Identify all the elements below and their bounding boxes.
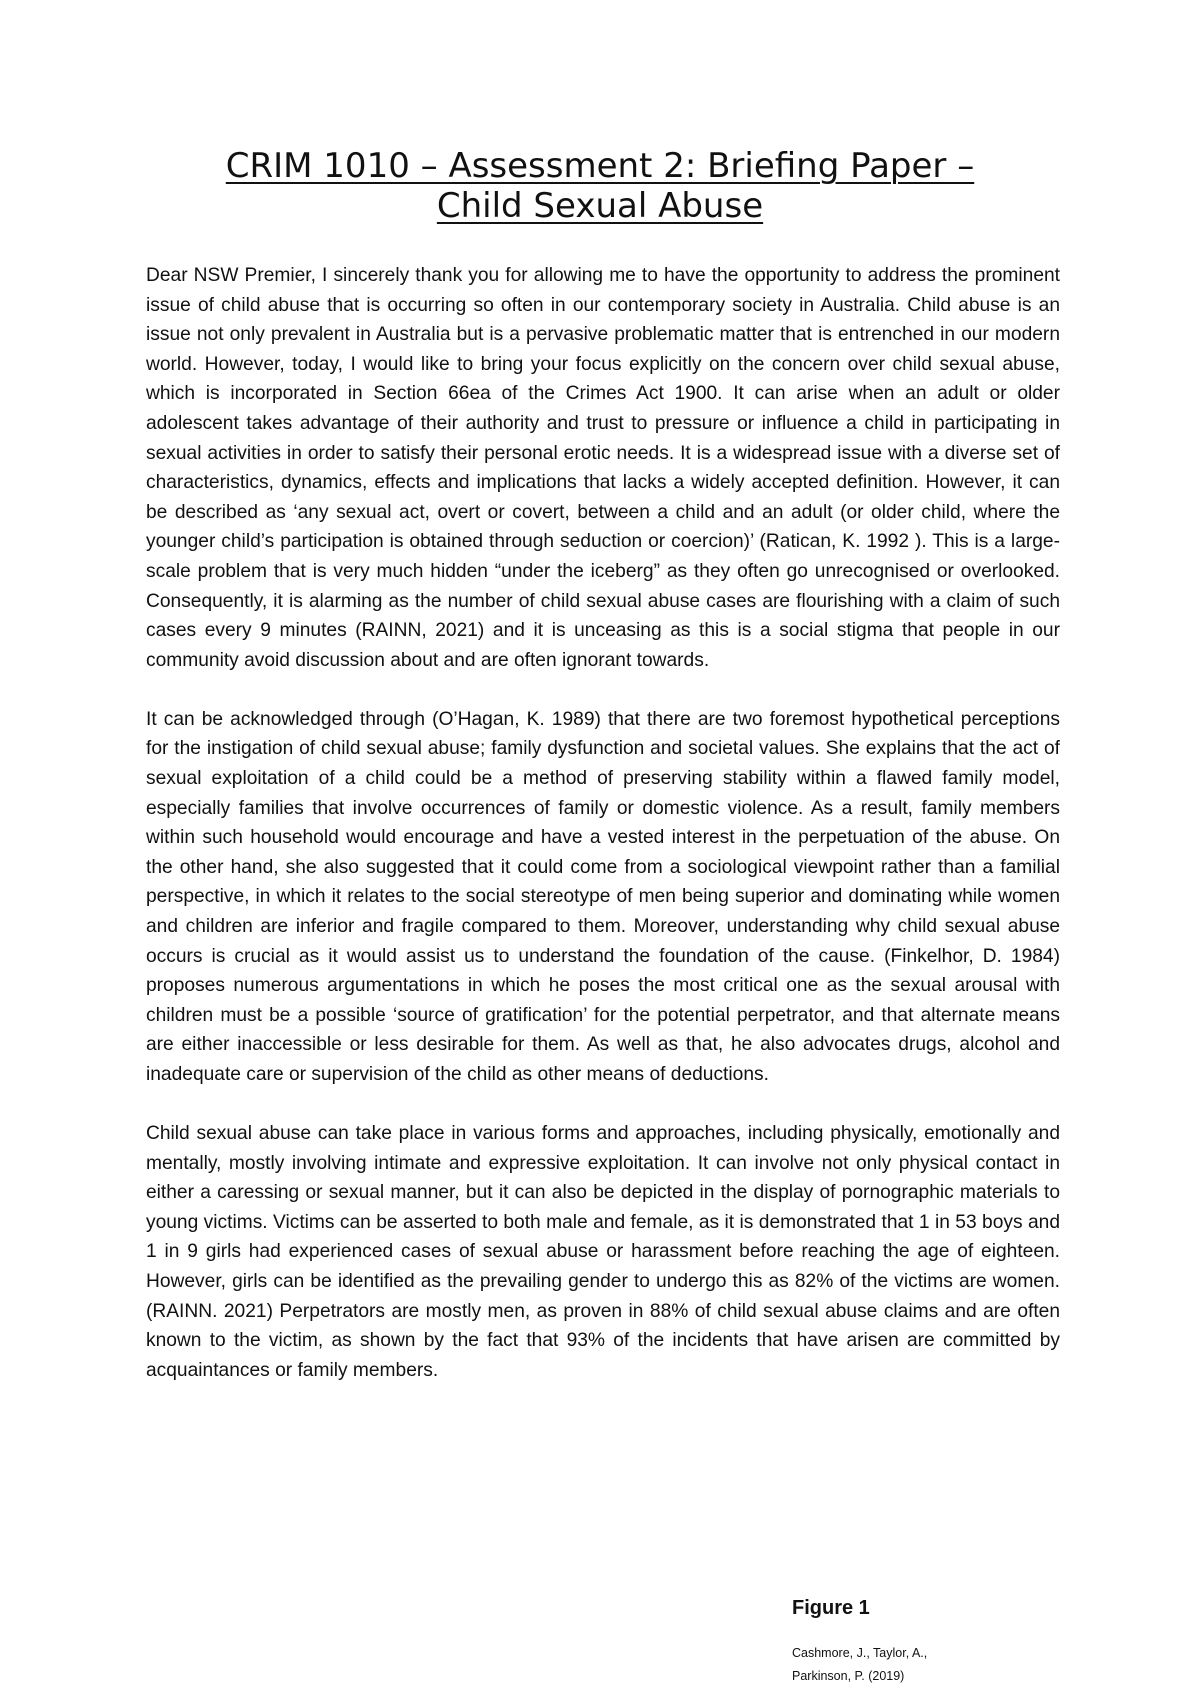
figure-caption-line-1: Cashmore, J., Taylor, A., bbox=[792, 1646, 928, 1660]
paragraph-causes: It can be acknowledged through (O’Hagan, K. 1989) that there are two foremost hypothetical perceptions for the instigation of child sexual abuse; family dysfunction and societal values. She explains that the act of sexual exploitation of a child could be a method of preserving stability within a flawed family model, especially families that involve occurrences of family or domestic violence. As a result, family members within such household would encourage and have a vested interest in the perpetuation of the abuse. On the other hand, she also suggested that it could come from a sociological viewpoint rather than a familial perspective, in which it relates to the social stereotype of men being superior and dominating while women and children are inferior and fragile compared to them. Moreover, understanding why child sexual abuse occurs is crucial as it would assist us to understand the foundation of the cause. (Finkelhor, D. 1984) proposes numerous argumentations in which he poses the most critical one as the sexual arousal with children must be a possible ‘source of gratification’ for the potential perpetrator, and that alternate means are either inaccessible or less desirable for them. As well as that, he also advocates drugs, alcohol and inadequate care or supervision of the child as other means of deductions. bbox=[146, 708, 1060, 1085]
paragraph-intro: Dear NSW Premier, I sincerely thank you for allowing me to have the opportunity to address the prominent issue of child abuse that is occurring so often in our contemporary society in Australia. Child abuse is an issue not only prevalent in Australia but is a pervasive problematic matter that is entrenched in our modern world. However, today, I would like to bring your focus explicitly on the concern over child sexual abuse, which is incorporated in Section 66ea of the Crimes Act 1900. It can arise when an adult or older adolescent takes advantage of their authority and trust to pressure or influence a child in participating in sexual activities in order to satisfy their personal erotic needs. It is a widespread issue with a diverse set of characteristics, dynamics, effects and implications that lacks a widely accepted definition. However, it can be described as ‘any sexual act, overt or covert, between a child and an adult (or older child, where the younger child’s participation is obtained through seduction or coercion)’ (Ratican, K. 1992 ). This is a large-scale problem that is very much hidden “under the iceberg” as they often go unrecognised or overlooked. Consequently, it is alarming as the number of child sexual abuse cases are flourishing with a claim of such cases every 9 minutes (RAINN, 2021) and it is unceasing as this is a social stigma that people in our community avoid discussion about and are often ignorant towards. bbox=[146, 265, 1060, 671]
figure-caption bbox=[792, 1642, 927, 1688]
figure-label: Figure 1 bbox=[792, 1597, 870, 1619]
figure-caption-line-2: Parkinson, P. (2019) bbox=[792, 1669, 905, 1683]
document-body bbox=[146, 261, 1060, 1415]
title-line-1: CRIM 1010 – Assessment 2: Briefing Paper – bbox=[225, 146, 975, 186]
paragraph-forms: Child sexual abuse can take place in various forms and approaches, including physically, emotionally and mentally, mostly involving intimate and expressive exploitation. It can involve not only physical contact in either a caressing or sexual manner, but it can also be depicted in the display of pornographic materials to young victims. Victims can be asserted to both male and female, as it is demonstrated that 1 in 53 boys and 1 in 9 girls had experienced cases of sexual abuse or harassment before reaching the age of eighteen. However, girls can be identified as the prevailing gender to undergo this as 82% of the victims are women. (RAINN. 2021) Perpetrators are mostly men, as proven in 88% of child sexual abuse claims and are often known to the victim, as shown by the fact that 93% of the incidents that have arisen are committed by acquaintances or family members. bbox=[146, 1123, 1060, 1381]
document-title bbox=[0, 146, 1200, 226]
title-line-2: Child Sexual Abuse bbox=[436, 186, 764, 226]
